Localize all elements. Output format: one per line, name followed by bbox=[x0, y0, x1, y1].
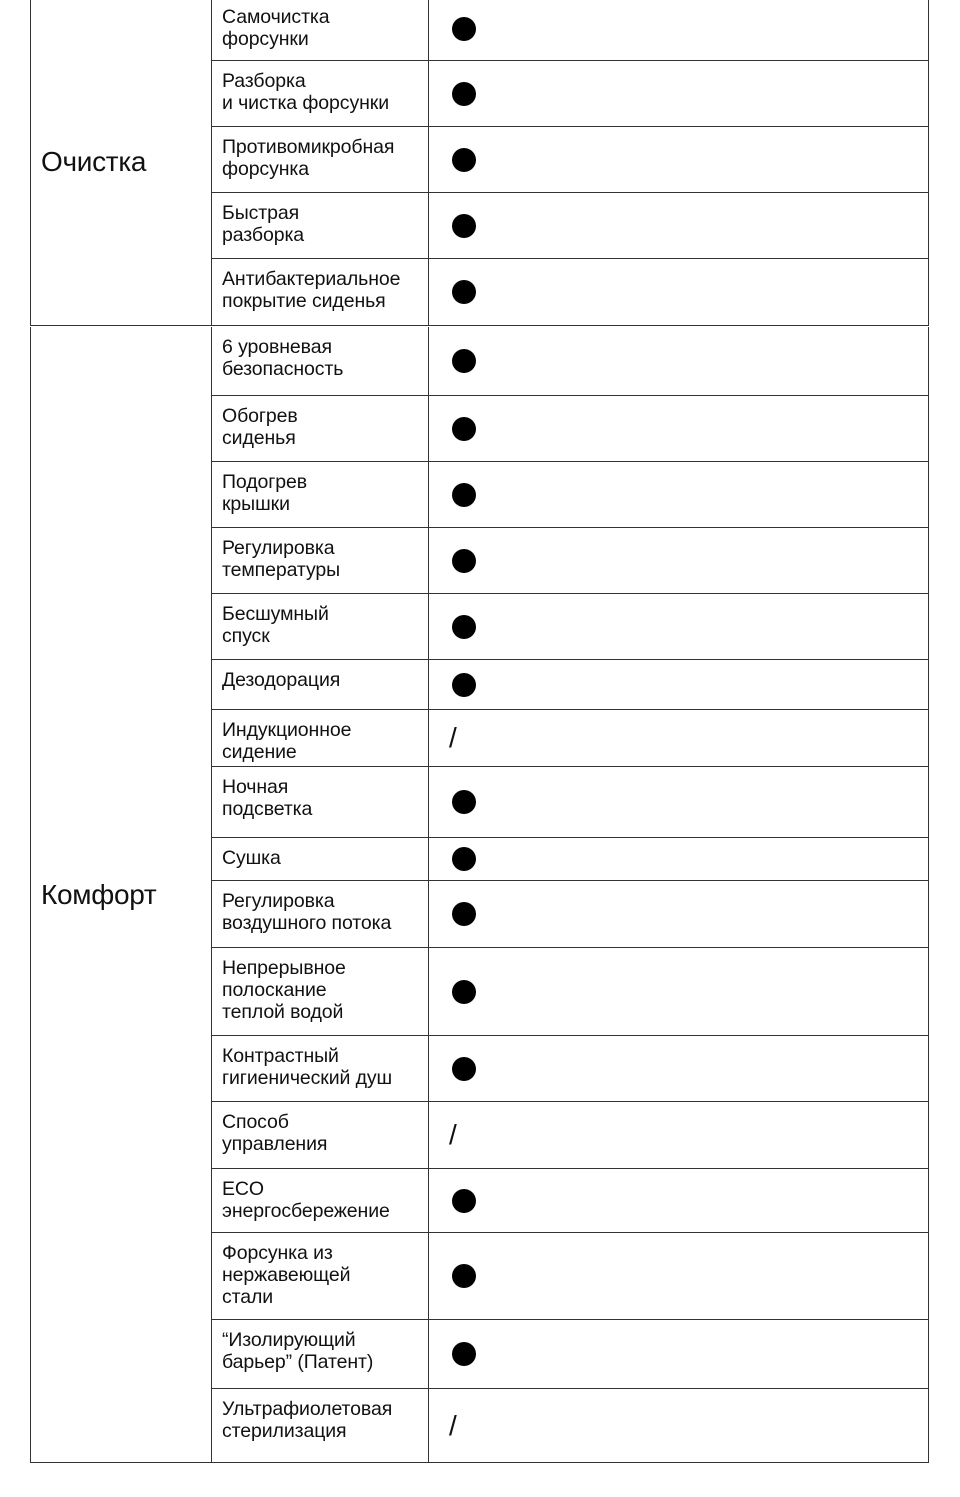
filled-circle-icon bbox=[452, 148, 476, 172]
feature-value bbox=[429, 1320, 929, 1388]
filled-circle-icon bbox=[452, 214, 476, 238]
table-row bbox=[211, 1320, 929, 1389]
table-row bbox=[211, 881, 929, 948]
feature-label: Разборка и чистка форсунки bbox=[212, 61, 429, 126]
table-border bbox=[928, 259, 929, 325]
table-row bbox=[211, 0, 929, 61]
filled-circle-icon bbox=[452, 549, 476, 573]
table-border bbox=[928, 948, 929, 1035]
table-border bbox=[928, 528, 929, 593]
feature-value bbox=[429, 660, 929, 709]
table-row bbox=[211, 838, 929, 881]
feature-label: Быстрая разборка bbox=[212, 193, 429, 258]
table-row bbox=[211, 396, 929, 462]
feature-label: Способ управления bbox=[212, 1102, 429, 1168]
feature-label: Обогрев сиденья bbox=[212, 396, 429, 461]
filled-circle-icon bbox=[452, 902, 476, 926]
feature-value bbox=[429, 61, 929, 126]
category-group bbox=[30, 327, 929, 1463]
table-row bbox=[211, 528, 929, 594]
category-cell bbox=[30, 327, 211, 1463]
table-row bbox=[211, 1102, 929, 1169]
feature-value bbox=[429, 396, 929, 461]
group-divider bbox=[30, 325, 929, 326]
feature-value bbox=[429, 767, 929, 837]
filled-circle-icon bbox=[452, 1342, 476, 1366]
filled-circle-icon bbox=[452, 615, 476, 639]
table-row bbox=[211, 61, 929, 127]
feature-label: Самочистка форсунки bbox=[212, 0, 429, 60]
table-row bbox=[211, 710, 929, 767]
table-border bbox=[928, 594, 929, 659]
filled-circle-icon bbox=[452, 280, 476, 304]
not-available-mark: / bbox=[449, 1119, 457, 1150]
table-row bbox=[211, 127, 929, 193]
feature-label: Подогрев крышки bbox=[212, 462, 429, 527]
feature-label: Противомикробная форсунка bbox=[212, 127, 429, 192]
table-border bbox=[928, 1036, 929, 1101]
feature-label: ECO энергосбережение bbox=[212, 1169, 429, 1232]
table-border bbox=[928, 710, 929, 766]
table-row bbox=[211, 1169, 929, 1233]
table-border bbox=[928, 1320, 929, 1388]
feature-label: Регулировка воздушного потока bbox=[212, 881, 429, 947]
filled-circle-icon bbox=[452, 1189, 476, 1213]
category-label: Комфорт bbox=[41, 879, 157, 910]
table-border bbox=[928, 1233, 929, 1319]
table-row bbox=[211, 948, 929, 1036]
table-border bbox=[928, 396, 929, 461]
feature-value bbox=[429, 948, 929, 1035]
category-group bbox=[30, 0, 929, 326]
category-label: Очистка bbox=[41, 145, 147, 177]
table-border bbox=[928, 1169, 929, 1232]
table-row bbox=[211, 259, 929, 326]
feature-label: Регулировка температуры bbox=[212, 528, 429, 593]
feature-label: Индукционное сидение bbox=[212, 710, 429, 766]
filled-circle-icon bbox=[452, 847, 476, 871]
feature-label: Антибактериальное покрытие сиденья bbox=[212, 259, 429, 325]
table-border bbox=[928, 838, 929, 880]
filled-circle-icon bbox=[452, 483, 476, 507]
table-border bbox=[928, 61, 929, 126]
filled-circle-icon bbox=[452, 790, 476, 814]
filled-circle-icon bbox=[452, 980, 476, 1004]
filled-circle-icon bbox=[452, 1057, 476, 1081]
feature-label: Ночная подсветка bbox=[212, 767, 429, 837]
feature-value bbox=[429, 528, 929, 593]
table-border bbox=[928, 327, 929, 395]
table-row bbox=[211, 767, 929, 838]
feature-label: “Изолирующий барьер” (Патент) bbox=[212, 1320, 429, 1388]
feature-value bbox=[429, 1233, 929, 1319]
feature-label: 6 уровневая безопасность bbox=[212, 327, 429, 395]
table-row bbox=[211, 1389, 929, 1463]
table-row bbox=[211, 327, 929, 396]
group-divider bbox=[30, 1462, 929, 1463]
table-row bbox=[211, 594, 929, 660]
feature-label: Непрерывное полоскание теплой водой bbox=[212, 948, 429, 1035]
feature-value bbox=[429, 838, 929, 880]
table-border bbox=[928, 462, 929, 527]
feature-value bbox=[429, 1169, 929, 1232]
feature-value bbox=[429, 0, 929, 60]
feature-label: Контрастный гигиенический душ bbox=[212, 1036, 429, 1101]
feature-value bbox=[429, 594, 929, 659]
feature-value bbox=[429, 193, 929, 258]
feature-value bbox=[429, 1389, 929, 1462]
table-row bbox=[211, 660, 929, 710]
not-available-mark: / bbox=[449, 722, 457, 753]
feature-label: Сушка bbox=[212, 838, 429, 880]
table-border bbox=[928, 881, 929, 947]
table-row bbox=[211, 1233, 929, 1320]
feature-label: Форсунка из нержавеющей стали bbox=[212, 1233, 429, 1319]
feature-value bbox=[429, 881, 929, 947]
feature-value bbox=[429, 127, 929, 192]
table-border bbox=[928, 193, 929, 258]
category-cell bbox=[30, 0, 211, 326]
table-row bbox=[211, 462, 929, 528]
feature-value bbox=[429, 462, 929, 527]
feature-label: Бесшумный спуск bbox=[212, 594, 429, 659]
feature-label: Дезодорация bbox=[212, 660, 429, 709]
feature-value bbox=[429, 327, 929, 395]
table-border bbox=[928, 0, 929, 60]
feature-value bbox=[429, 710, 929, 766]
filled-circle-icon bbox=[452, 673, 476, 697]
not-available-mark: / bbox=[449, 1409, 457, 1441]
table-border bbox=[928, 1389, 929, 1462]
filled-circle-icon bbox=[452, 349, 476, 373]
filled-circle-icon bbox=[452, 1264, 476, 1288]
feature-value bbox=[429, 1036, 929, 1101]
filled-circle-icon bbox=[452, 17, 476, 41]
feature-value bbox=[429, 1102, 929, 1168]
table-row bbox=[211, 193, 929, 259]
filled-circle-icon bbox=[452, 417, 476, 441]
feature-value bbox=[429, 259, 929, 325]
table-border bbox=[928, 767, 929, 837]
table-border bbox=[928, 660, 929, 709]
filled-circle-icon bbox=[452, 82, 476, 106]
feature-label: Ультрафиолетовая стерилизация bbox=[212, 1389, 429, 1462]
table-border bbox=[928, 127, 929, 192]
table-border bbox=[928, 1102, 929, 1168]
table-row bbox=[211, 1036, 929, 1102]
